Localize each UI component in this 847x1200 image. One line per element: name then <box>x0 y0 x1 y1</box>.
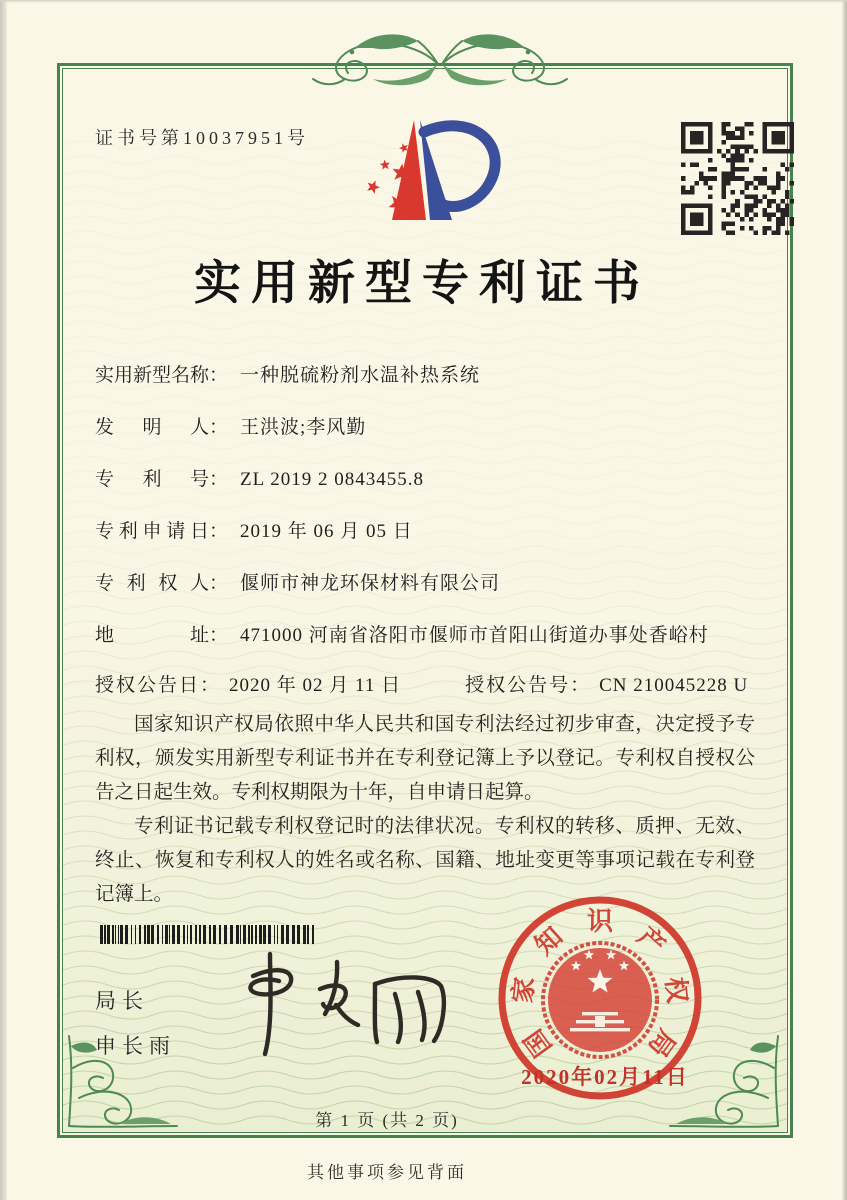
field-value: 王洪波;李风勤 <box>240 417 367 438</box>
field-value: 471000 河南省洛阳市偃师市首阳山街道办事处香峪村 <box>240 625 709 646</box>
field-label: 专利申请日 <box>95 521 209 542</box>
scan-edge <box>842 0 847 1200</box>
colon: ： <box>209 365 229 386</box>
national-emblem-icon <box>543 943 657 1057</box>
director-handwritten-signature <box>225 942 460 1060</box>
field-label: 专利号 <box>95 469 209 490</box>
field-value: 2019 年 06 月 05 日 <box>240 521 413 542</box>
colon: ： <box>209 469 229 490</box>
page-number: 第 1 页 (共 2 页) <box>315 1111 459 1130</box>
colon: ： <box>209 417 229 438</box>
director-name: 申长雨 <box>95 1034 176 1058</box>
colon: ： <box>209 573 229 594</box>
grant-date-label: 授权公告日 <box>95 675 201 696</box>
field-row-patent-no <box>95 468 735 491</box>
field-list <box>95 364 735 676</box>
certificate-title: 实用新型专利证书 <box>194 258 650 310</box>
svg-text:国: 国 <box>518 1023 558 1063</box>
grant-date <box>95 674 401 697</box>
qr-code-icon <box>681 122 794 235</box>
certificate-number: 证书号第10037951号 <box>95 128 309 148</box>
field-label: 实用新型名称 <box>95 365 210 386</box>
svg-text:家: 家 <box>508 975 540 1005</box>
field-row-filing-date <box>95 520 735 543</box>
grant-number-value: CN 210045228 U <box>599 675 749 696</box>
scan-edge <box>0 0 847 3</box>
colon: ： <box>570 675 590 696</box>
field-row-inventor <box>95 416 735 439</box>
grant-date-value: 2020 年 02 月 11 日 <box>229 675 402 696</box>
svg-text:识: 识 <box>586 907 614 936</box>
colon: ： <box>200 675 220 696</box>
field-value: ZL 2019 2 0843455.8 <box>240 469 425 490</box>
legal-paragraph-2: 专利证书记载专利权登记时的法律状况。专利权的转移、质押、无效、终止、恢复和专利权人的姓名或名称、国籍、地址变更等事项记载在专利登记簿上。 <box>95 816 755 905</box>
svg-text:权: 权 <box>660 975 692 1005</box>
field-row-address <box>95 624 735 647</box>
field-value: 一种脱硫粉剂水温补热系统 <box>240 365 481 386</box>
grant-number-label: 授权公告号 <box>465 675 571 696</box>
svg-text:知: 知 <box>529 921 569 961</box>
top-flourish-ornament <box>305 26 575 100</box>
legal-paragraph-1: 国家知识产权局依照中华人民共和国专利法经过初步审查，决定授予专利权，颁发实用新型专利证书并在专利登记簿上予以登记。专利权自授权公告之日起生效。专利权期限为十年，自申请日起算。 <box>95 714 755 803</box>
colon: ： <box>209 625 229 646</box>
field-value: 偃师市神龙环保材料有限公司 <box>240 573 501 594</box>
back-side-note: 其他事项参见背面 <box>307 1163 467 1182</box>
field-label: 发明人 <box>95 417 209 438</box>
grant-row <box>95 674 748 697</box>
colon: ： <box>209 521 229 542</box>
director-title: 局长 <box>95 989 149 1013</box>
scan-edge <box>0 0 7 1200</box>
svg-text:产: 产 <box>631 921 671 961</box>
field-row-name <box>95 364 735 387</box>
field-label: 专利权人 <box>95 573 209 594</box>
field-label: 地址 <box>95 625 209 646</box>
field-row-patentee <box>95 572 735 595</box>
seal-date: 2020年02月11日 <box>521 1065 689 1089</box>
legal-text <box>95 708 755 912</box>
cnipa-logo-icon <box>350 110 528 252</box>
grant-number <box>465 674 748 697</box>
svg-text:局: 局 <box>642 1023 682 1063</box>
